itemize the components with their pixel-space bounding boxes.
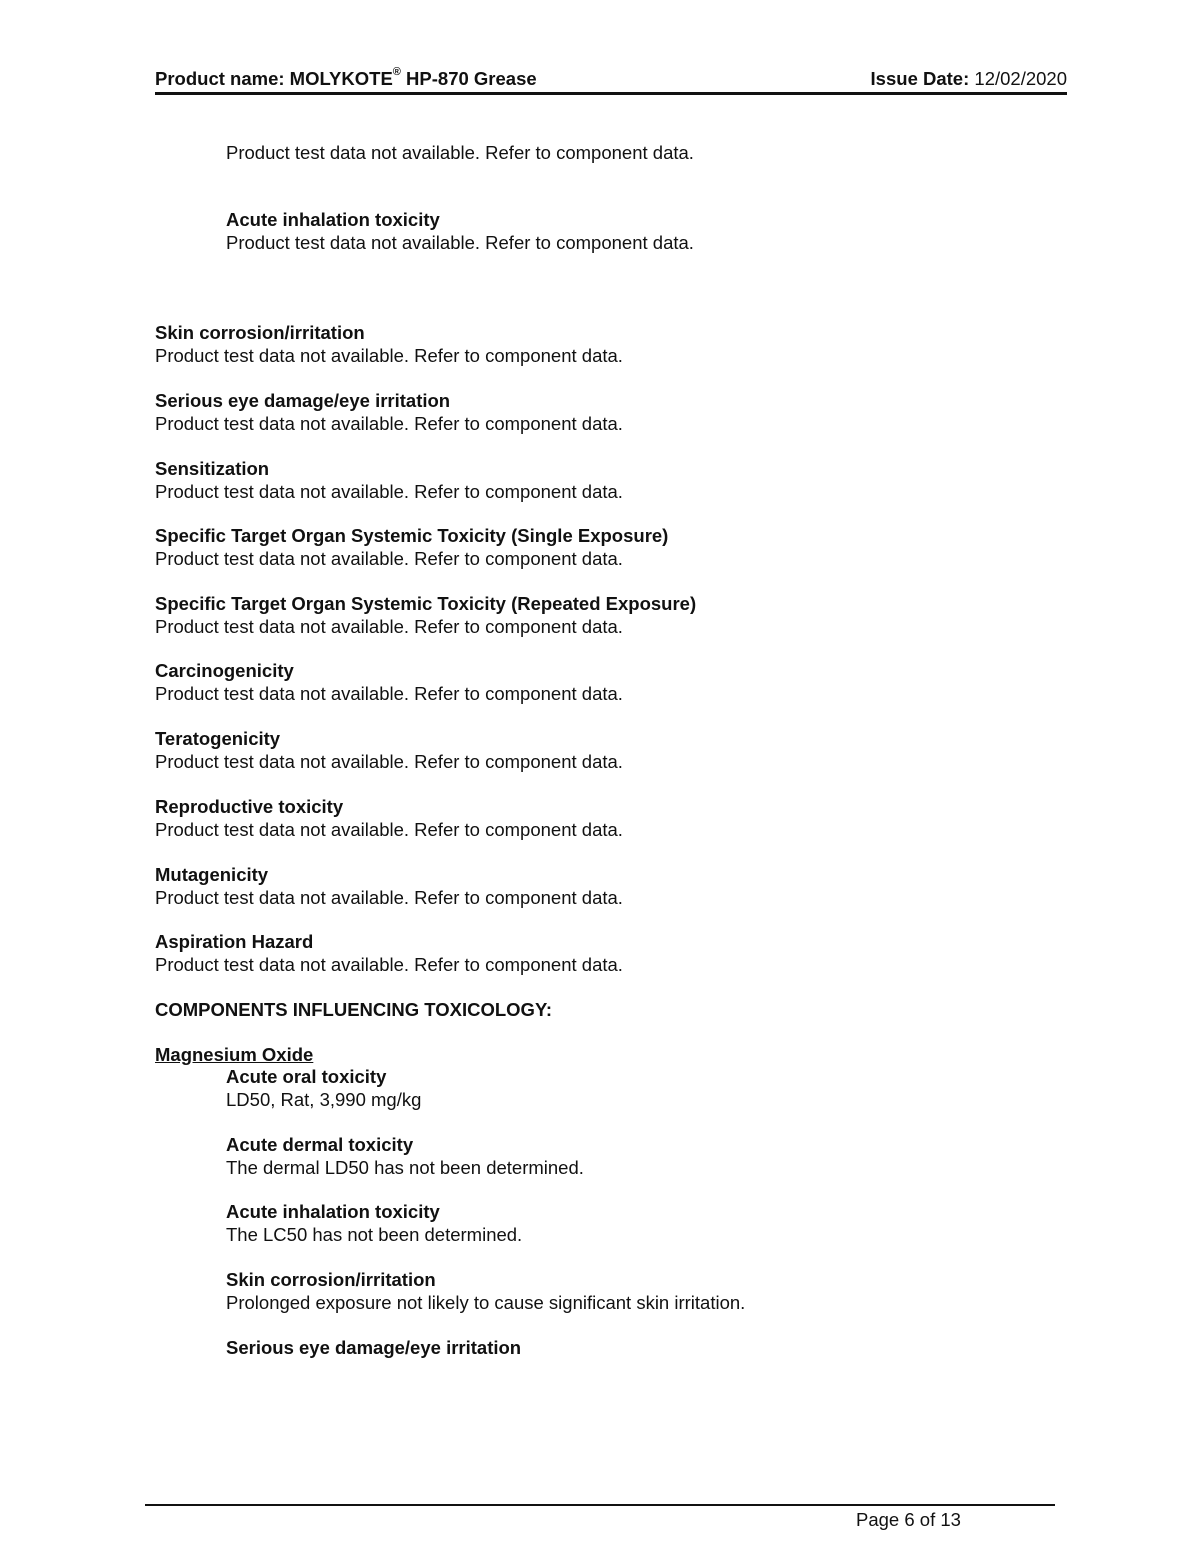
component-item-heading: Skin corrosion/irritation [226,1269,436,1290]
intro-text: Product test data not available. Refer to component data. [226,142,694,163]
component-item-text: The dermal LD50 has not been determined. [226,1157,584,1178]
component-item-heading: Acute dermal toxicity [226,1134,414,1155]
component-eye-damage [226,1336,521,1359]
section-reproductive-toxicity [155,795,623,841]
section-text: Product test data not available. Refer to component data. [155,481,623,502]
section-heading: Reproductive toxicity [155,796,344,817]
section-heading: Skin corrosion/irritation [155,322,365,343]
registered-mark: ® [392,66,401,78]
section-eye-damage [155,389,623,435]
section-mutagenicity [155,863,623,909]
section-text: Product test data not available. Refer to component data. [155,616,623,637]
components-title: COMPONENTS INFLUENCING TOXICOLOGY: [155,999,553,1020]
component-item-heading: Acute inhalation toxicity [226,1201,440,1222]
intro-text-block [226,141,694,164]
section-text: Product test data not available. Refer to component data. [155,887,623,908]
component-item-text: LD50, Rat, 3,990 mg/kg [226,1089,422,1110]
section-stot-repeated [155,592,696,638]
section-aspiration-hazard [155,930,623,976]
acute-inhalation-text: Product test data not available. Refer to component data. [226,232,694,253]
acute-inhalation-heading: Acute inhalation toxicity [226,209,440,230]
component-acute-dermal [226,1133,584,1179]
section-heading: Sensitization [155,458,270,479]
section-teratogenicity [155,727,623,773]
footer-divider [145,1504,1055,1506]
issue-date: Issue Date: 12/02/2020 [870,68,1067,89]
section-text: Product test data not available. Refer to component data. [155,954,623,975]
page-header [155,68,1067,92]
component-item-text: Prolonged exposure not likely to cause significant skin irritation. [226,1292,746,1313]
acute-inhalation-block [226,208,694,254]
section-text: Product test data not available. Refer to component data. [155,683,623,704]
section-heading: Aspiration Hazard [155,931,314,952]
component-item-text: The LC50 has not been determined. [226,1224,523,1245]
section-heading: Specific Target Organ Systemic Toxicity (Single Exposure) [155,525,669,546]
component-acute-oral [226,1065,421,1111]
issue-date-value: 12/02/2020 [974,68,1067,89]
component-item-heading: Acute oral toxicity [226,1066,387,1087]
section-text: Product test data not available. Refer to component data. [155,548,623,569]
component-acute-inhalation [226,1200,522,1246]
section-heading: Serious eye damage/eye irritation [155,390,451,411]
section-text: Product test data not available. Refer to component data. [155,751,623,772]
page-number: Page 6 of 13 [856,1509,961,1530]
header-divider [155,92,1067,95]
component-item-heading: Serious eye damage/eye irritation [226,1337,522,1358]
section-text: Product test data not available. Refer to component data. [155,345,623,366]
section-sensitization [155,457,623,503]
section-heading: Mutagenicity [155,864,269,885]
section-skin-corrosion [155,321,623,367]
section-stot-single [155,524,668,570]
component-name: Magnesium Oxide [155,1044,314,1065]
section-carcinogenicity [155,659,623,705]
section-text: Product test data not available. Refer to component data. [155,413,623,434]
product-name: Product name: MOLYKOTE® HP-870 Grease [155,66,537,89]
section-heading: Carcinogenicity [155,660,294,681]
section-heading: Teratogenicity [155,728,281,749]
section-text: Product test data not available. Refer to component data. [155,819,623,840]
component-skin-corrosion [226,1268,745,1314]
section-heading: Specific Target Organ Systemic Toxicity (Repeated Exposure) [155,593,697,614]
